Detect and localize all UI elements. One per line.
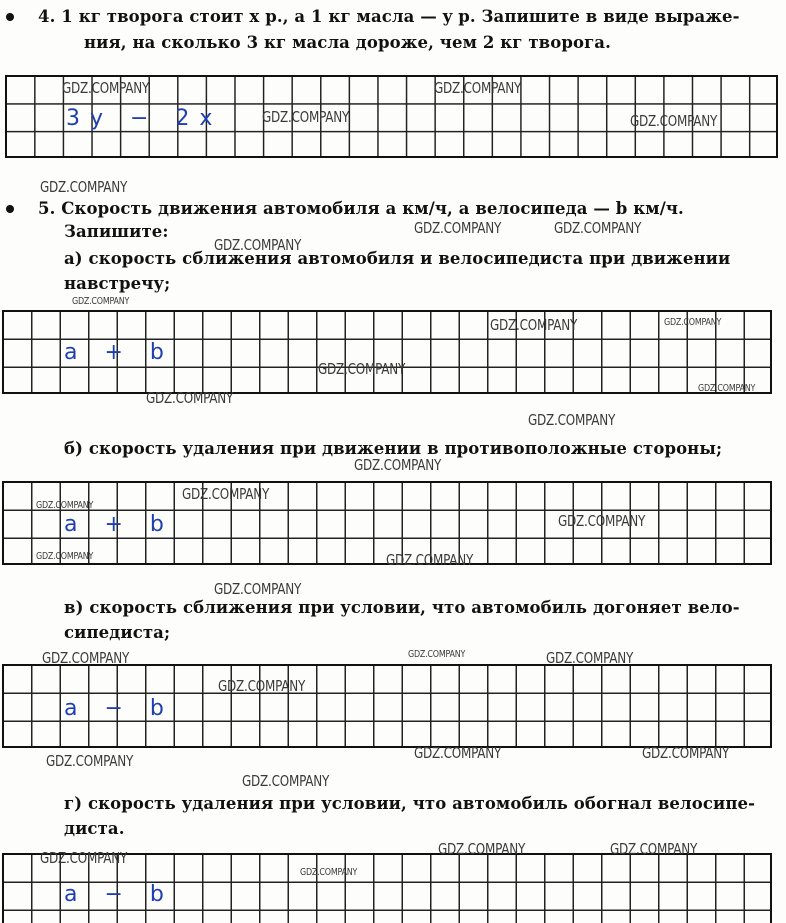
watermark: GDZ.COMPANY xyxy=(262,108,350,126)
watermark: GDZ.COMPANY xyxy=(300,867,358,878)
watermark: GDZ.COMPANY xyxy=(558,512,646,530)
task-5a-line-1: а) скорость сближения автомобиля и велосипедиста при движении xyxy=(64,249,731,268)
watermark: GDZ.COMPANY xyxy=(46,752,134,770)
task-5-line-2: Запишите: xyxy=(64,222,169,241)
watermark: GDZ.COMPANY xyxy=(554,219,642,237)
task-5c-line-1: в) скорость сближения при условии, что автомобиль догоняет вело- xyxy=(64,598,740,617)
watermark: GDZ.COMPANY xyxy=(214,236,302,254)
watermark: GDZ.COMPANY xyxy=(218,677,306,695)
task-5d-line-1: г) скорость удаления при условии, что автомобиль обогнал велосипе- xyxy=(64,794,756,813)
watermark: GDZ.COMPANY xyxy=(414,219,502,237)
watermark: GDZ.COMPANY xyxy=(528,411,616,429)
watermark: GDZ.COMPANY xyxy=(62,79,150,97)
watermark: GDZ.COMPANY xyxy=(72,296,130,307)
watermark: GDZ.COMPANY xyxy=(434,79,522,97)
watermark: GDZ.COMPANY xyxy=(182,485,270,503)
task-5-line-1: 5. Скорость движения автомобиля a км/ч, а велосипеда — b км/ч. xyxy=(38,199,684,218)
answer-task-5d: a − b xyxy=(64,882,174,907)
watermark: GDZ.COMPANY xyxy=(386,551,474,569)
task-4-line-2: ния, на сколько 3 кг масла дороже, чем 2 кг творога. xyxy=(84,33,611,52)
answer-task-5c: a − b xyxy=(64,696,174,721)
watermark: GDZ.COMPANY xyxy=(642,744,730,762)
watermark: GDZ.COMPANY xyxy=(40,178,128,196)
bullet-task-5 xyxy=(6,205,14,213)
watermark: GDZ.COMPANY xyxy=(214,580,302,598)
watermark: GDZ.COMPANY xyxy=(610,840,698,858)
watermark: GDZ.COMPANY xyxy=(664,317,722,328)
watermark: GDZ.COMPANY xyxy=(36,551,94,562)
task-4-line-1: 4. 1 кг творога стоит x р., а 1 кг масла — y р. Запишите в виде выраже- xyxy=(38,7,740,26)
watermark: GDZ.COMPANY xyxy=(242,772,330,790)
watermark: GDZ.COMPANY xyxy=(490,316,578,334)
watermark: GDZ.COMPANY xyxy=(414,744,502,762)
watermark: GDZ.COMPANY xyxy=(438,840,526,858)
task-5c-line-2: сипедиста; xyxy=(64,623,171,642)
watermark: GDZ.COMPANY xyxy=(630,112,718,130)
watermark: GDZ.COMPANY xyxy=(354,456,442,474)
answer-task-5a: a + b xyxy=(64,340,174,365)
task-5a-line-2: навстречу; xyxy=(64,274,171,293)
answer-task-5b: a + b xyxy=(64,512,174,537)
watermark: GDZ.COMPANY xyxy=(546,649,634,667)
watermark: GDZ.COMPANY xyxy=(40,849,128,867)
watermark: GDZ.COMPANY xyxy=(408,649,466,660)
task-5d-line-2: диста. xyxy=(64,819,125,838)
answer-task-4: 3y − 2x xyxy=(66,106,223,131)
watermark: GDZ.COMPANY xyxy=(318,360,406,378)
watermark: GDZ.COMPANY xyxy=(698,383,756,394)
watermark: GDZ.COMPANY xyxy=(42,649,130,667)
task-5b-line-1: б) скорость удаления при движении в противоположные стороны; xyxy=(64,439,723,458)
watermark: GDZ.COMPANY xyxy=(146,389,234,407)
watermark: GDZ.COMPANY xyxy=(36,500,94,511)
bullet-task-4 xyxy=(6,13,14,21)
